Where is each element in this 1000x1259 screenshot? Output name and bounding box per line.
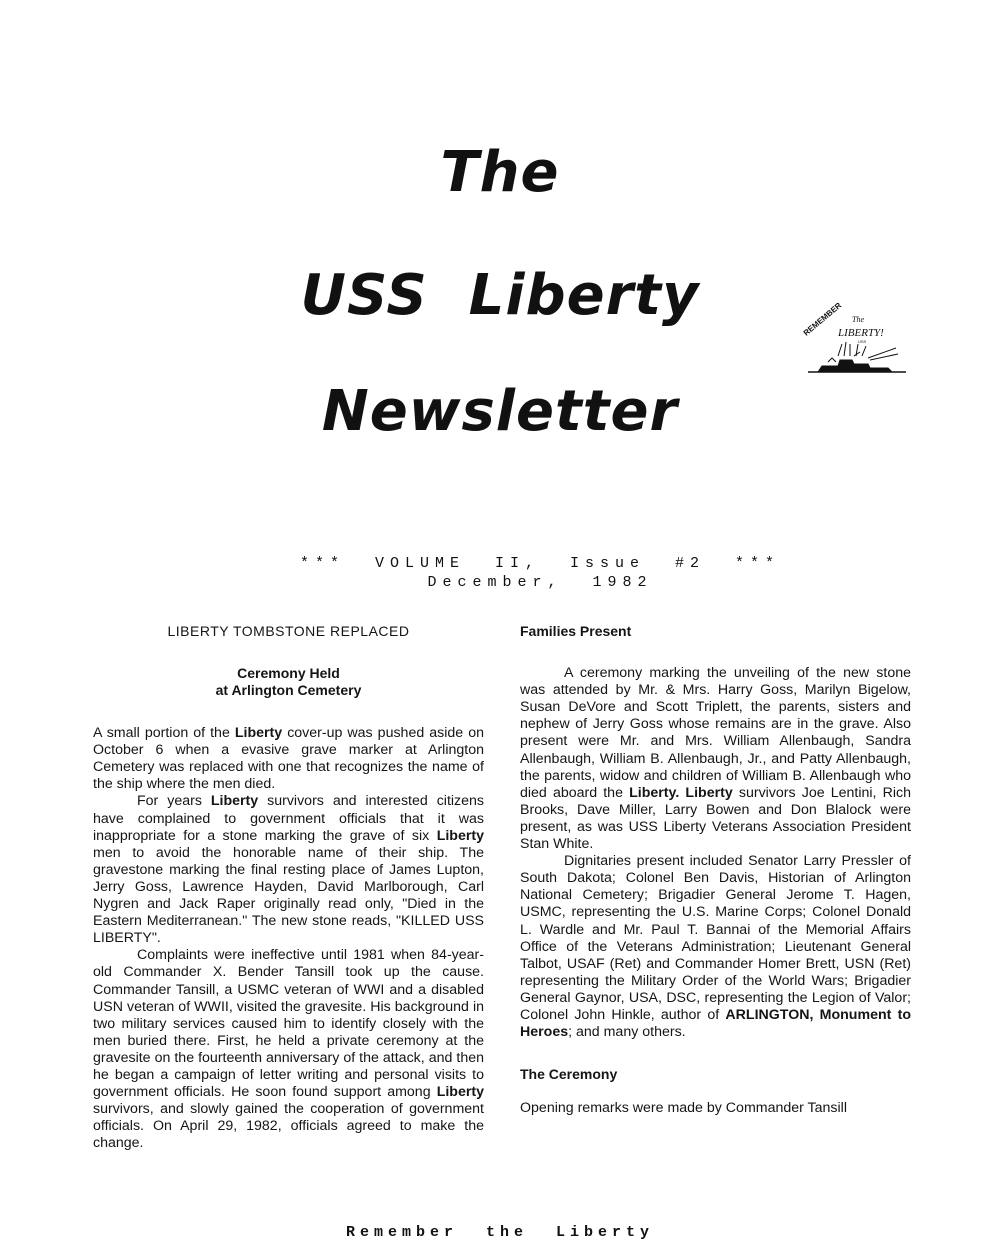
footer-slogan: Remember the Liberty bbox=[345, 1224, 655, 1241]
right-paragraph-2: Dignitaries present included Senator Larry Pressler of South Dakota; Colonel Ben Davis, Historian of Arlington National Cemetery; Brigadier General Jerome T. Hagen, USMC, representing the U.S. Marine Corps; Colonel Donald L. Wardle and Mr. Paul T. Bannai of the Memorial Affairs Office of the Veterans Administration; Lieutenant General Talbot, USAF (Ret) and Commander Homer Brett, USN (Ret) representing the Military Order of the World Wars; Brigadier General Gaynor, USA, DSC, representing the Legion of Valor; Colonel John Hinkle, author of ARLINGTON, Monument to Heroes; and many others. bbox=[520, 853, 911, 1041]
right-paragraph-1: A ceremony marking the unveiling of the new stone was attended by Mr. & Mrs. Harry Goss, Marilyn Bigelow, Susan DeVore and Scott Triplett, the parents, sisters and nephew of Jerry Goss whose remains are in the grave. Also present were Mr. and Mrs. William Allenbaugh, Sandra Allenbaugh, William B. Allenbaugh, Jr., and Patty Allenbaugh, the parents, widow and children of William B. Allenbaugh who died aboard the Liberty. Liberty survivors Joe Lentini, Rich Brooks, Dave Miller, Larry Bowen and Don Blalock were present, as was USS Liberty Veterans Association President Stan White. bbox=[520, 665, 911, 853]
section-heading-ceremony: The Ceremony bbox=[520, 1066, 618, 1083]
article-subhead-2: at Arlington Cemetery bbox=[215, 682, 362, 699]
left-paragraph-1: A small portion of the Liberty cover-up was pushed aside on October 6 when a evasive grave marker at Arlington Cemetery was replaced with one that recognizes the name of the ship where the men died. bbox=[93, 725, 484, 793]
logo-arc-text: REMEMBER bbox=[801, 300, 844, 338]
article-subhead-1: Ceremony Held bbox=[237, 665, 340, 682]
right-column bbox=[520, 623, 911, 1117]
left-column bbox=[93, 623, 484, 1152]
masthead-uss-liberty: USS Liberty bbox=[300, 263, 700, 328]
masthead-newsletter: Newsletter bbox=[321, 379, 679, 444]
logo-the: The bbox=[852, 315, 864, 324]
issue-volume: *** VOLUME II, Issue #2 *** bbox=[300, 555, 781, 572]
section-heading-families: Families Present bbox=[520, 623, 632, 639]
right-paragraph-3: Opening remarks were made by Commander Tansill bbox=[520, 1100, 847, 1117]
remember-liberty-logo bbox=[798, 298, 910, 378]
issue-date: December, 1982 bbox=[427, 574, 653, 591]
left-paragraph-3: Complaints were ineffective until 1981 when 84-year-old Commander X. Bender Tansill took up the cause. Commander Tansill, a USMC veteran of WWI and a disabled USN veteran of WWII, visited the gravesite. His background in two military services caused him to identify closely with the men buried there. First, he held a private ceremony at the gravesite on the fourteenth anniversary of the attack, and then he began a campaign of letter writing and personal visits to government officials. He soon found support among Liberty survivors, and slowly gained the cooperation of government officials. On April 29, 1982, officials agreed to make the change. bbox=[93, 947, 484, 1152]
ship-explosion-icon bbox=[808, 342, 906, 372]
masthead-the: The bbox=[440, 140, 560, 205]
left-paragraph-2: For years Liberty survivors and interested citizens have complained to government officials that it was inappropriate for a stone marking the grave of six Liberty men to avoid the honorable name of their ship. The gravestone marking the final resting place of James Lupton, Jerry Goss, Lawrence Hayden, David Marlborough, Carl Nygren and Jack Raper originally read only, "Died in the Eastern Mediterranean." The new stone reads, "KILLED USS LIBERTY". bbox=[93, 793, 485, 947]
logo-name: LIBERTY! bbox=[838, 327, 884, 339]
article-headline: LIBERTY TOMBSTONE REPLACED bbox=[167, 623, 410, 639]
logo-small: USS bbox=[858, 339, 867, 344]
